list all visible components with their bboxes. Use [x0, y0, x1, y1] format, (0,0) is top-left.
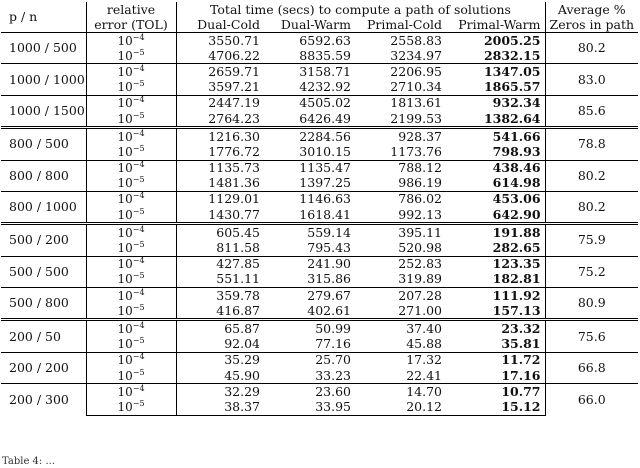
cell-time: 551.11: [176, 272, 264, 288]
table-row: [1, 320, 638, 337]
cell-average-zeros: 80.2: [545, 191, 638, 223]
cell-time: 1135.47: [264, 160, 355, 176]
cell-tolerance: $10^{-4}$: [86, 352, 176, 368]
cell-time: 22.41: [406, 367, 442, 383]
cell-time-best: 453.06: [446, 191, 545, 207]
cell-time: 1776.72: [176, 144, 264, 160]
cell-average-zeros: 80.9: [545, 288, 638, 320]
cell-time: 207.28: [355, 288, 446, 304]
cell-tolerance: $10^{-4}$: [86, 128, 176, 145]
cell-time: 416.87: [176, 303, 264, 320]
cell-time: 1618.41: [299, 206, 351, 222]
cell-tolerance: $10^{-4}$: [86, 224, 176, 241]
cell-p-n: 200 / 200: [1, 352, 86, 383]
cell-p-n: 200 / 300: [1, 384, 86, 415]
tolerance-exponent: −4: [132, 287, 145, 297]
cell-time-best: 614.98: [446, 176, 545, 192]
cell-time-best: 10.77: [446, 384, 545, 400]
cell-time: 1146.63: [264, 191, 355, 207]
cell-time: 605.45: [176, 224, 264, 241]
cell-time: 3597.21: [176, 80, 264, 96]
header-relative: relative: [106, 1, 156, 17]
cell-time: 1813.61: [355, 95, 446, 111]
cell-time: 65.87: [176, 320, 264, 337]
cell-time: 14.70: [355, 384, 446, 400]
table-row: [1, 256, 638, 272]
cell-time-best: 191.88: [446, 224, 545, 241]
cell-time: 427.85: [176, 256, 264, 272]
table-row: [1, 111, 638, 128]
cell-time: 37.40: [355, 320, 446, 337]
cell-time: 2659.71: [176, 64, 264, 80]
header-dual-warm: Dual-Warm: [264, 17, 355, 33]
cell-time: 50.99: [264, 320, 355, 337]
cell-time: 1135.73: [176, 160, 264, 176]
cell-time-best: 17.16: [446, 368, 545, 384]
tolerance-exponent: −5: [132, 143, 145, 153]
cell-time: 1216.30: [176, 128, 264, 145]
cell-time-best: 1382.64: [446, 111, 545, 128]
cell-time: 359.78: [176, 288, 264, 304]
cell-time: 45.90: [176, 368, 264, 384]
table-row: [1, 368, 638, 384]
cell-tolerance: $10^{-5}$: [86, 399, 176, 415]
cell-tolerance: $10^{-5}$: [117, 271, 145, 287]
tolerance-exponent: −4: [132, 352, 145, 362]
cell-time-best: 111.92: [446, 288, 545, 304]
table-row: [1, 303, 638, 320]
cell-time: 2284.56: [264, 128, 355, 145]
cell-tolerance: $10^{-5}$: [117, 110, 145, 126]
cell-average-zeros: 66.8: [545, 352, 638, 383]
cell-time-best: 282.65: [446, 240, 545, 256]
cell-time: 1430.77: [176, 207, 264, 224]
cell-average-zeros: 75.2: [545, 256, 638, 287]
cell-average-zeros: 66.0: [545, 384, 638, 415]
cell-tolerance: $10^{-5}$: [117, 79, 145, 95]
cell-time: 786.02: [355, 191, 446, 207]
cell-time-best: 2005.25: [446, 33, 545, 49]
cell-time: 1129.01: [176, 191, 264, 207]
cell-p-n: 1000 / 500: [1, 33, 86, 64]
tolerance-exponent: −5: [132, 336, 145, 346]
cell-time-best: 1865.57: [446, 80, 545, 96]
tolerance-exponent: −5: [132, 206, 145, 216]
cell-time: 559.14: [264, 224, 355, 241]
table-row: [1, 384, 638, 400]
cell-average-zeros: 85.6: [545, 95, 638, 127]
cell-time: 271.00: [398, 302, 442, 318]
tolerance-exponent: −4: [132, 383, 145, 393]
cell-time: 2558.83: [355, 33, 446, 49]
cell-time: 3010.15: [299, 143, 351, 159]
cell-time-best: 35.81: [446, 337, 545, 353]
cell-time: 35.29: [176, 352, 264, 368]
cell-tolerance: $10^{-5}$: [117, 240, 145, 256]
cell-time-best: 2832.15: [446, 48, 545, 64]
cell-time: 2206.95: [355, 64, 446, 80]
cell-time: 402.61: [307, 302, 351, 318]
table-row: [1, 240, 638, 256]
table-row: [1, 288, 638, 304]
cell-average-zeros: 78.8: [545, 128, 638, 160]
header-primal-cold: Primal-Cold: [355, 17, 446, 33]
tolerance-exponent: −4: [132, 224, 145, 234]
header-total-time: Total time (secs) to compute a path of solutions: [176, 2, 545, 17]
cell-time: 6426.49: [299, 110, 351, 126]
cell-time: 8835.59: [299, 47, 351, 63]
cell-time: 928.37: [355, 128, 446, 145]
cell-time-best: 541.66: [446, 128, 545, 145]
cell-time: 4505.02: [264, 95, 355, 111]
cell-average-zeros: 75.6: [545, 320, 638, 352]
cell-time: 32.29: [176, 384, 264, 400]
cell-time: 17.32: [355, 352, 446, 368]
cell-time-best: 157.13: [446, 303, 545, 320]
cell-p-n: 1000 / 1500: [1, 95, 86, 127]
tolerance-exponent: −4: [132, 95, 145, 105]
results-table: [1, 2, 638, 416]
tolerance-exponent: −5: [132, 271, 145, 281]
cell-p-n: 800 / 500: [1, 128, 86, 160]
cell-time: 3550.71: [176, 33, 264, 49]
cell-tolerance: $10^{-4}$: [86, 288, 176, 304]
header-error-tol: error (TOL): [86, 17, 176, 33]
cell-p-n: 500 / 200: [1, 224, 86, 256]
cell-time: 2764.23: [176, 111, 264, 128]
cell-time-best: 11.72: [446, 352, 545, 368]
cell-time: 241.90: [264, 256, 355, 272]
cell-time: 1173.76: [390, 143, 442, 159]
cell-time: 45.88: [406, 336, 442, 352]
tolerance-exponent: −5: [132, 240, 145, 250]
cell-tolerance: $10^{-5}$: [117, 175, 145, 191]
cell-time: 33.23: [315, 367, 351, 383]
table-row: [1, 128, 638, 145]
cell-time-best: 23.32: [446, 320, 545, 337]
tolerance-exponent: −5: [132, 110, 145, 120]
cell-tolerance: $10^{-4}$: [86, 384, 176, 400]
cell-tolerance: $10^{-5}$: [117, 302, 145, 318]
cell-time: 77.16: [315, 336, 351, 352]
cell-time: 1481.36: [176, 176, 264, 192]
cell-time: 992.13: [398, 206, 442, 222]
cell-time: 4706.22: [176, 48, 264, 64]
tolerance-exponent: −4: [132, 63, 145, 73]
cell-p-n: 200 / 50: [1, 320, 86, 352]
table-row: [1, 272, 638, 288]
cell-p-n: 500 / 500: [1, 256, 86, 287]
table-row: [1, 399, 638, 415]
tolerance-exponent: −5: [132, 302, 145, 312]
cell-time: 33.95: [264, 399, 355, 415]
cell-time-best: 182.81: [446, 272, 545, 288]
cell-time-best: 123.35: [446, 256, 545, 272]
cell-time: 520.98: [398, 240, 442, 256]
cell-tolerance: $10^{-4}$: [86, 256, 176, 272]
tolerance-exponent: −4: [132, 320, 145, 330]
cell-time: 4232.92: [299, 79, 351, 95]
tolerance-exponent: −4: [132, 32, 145, 42]
table-row: [1, 33, 638, 49]
cell-tolerance: $10^{-4}$: [86, 64, 176, 80]
table-row: [1, 64, 638, 80]
cell-tolerance: $10^{-4}$: [86, 33, 176, 49]
table-row: [1, 352, 638, 368]
cell-time: 319.89: [398, 271, 442, 287]
table-row: [1, 144, 638, 160]
cell-time: 23.60: [264, 384, 355, 400]
table-row: [1, 191, 638, 207]
cell-tolerance: $10^{-5}$: [117, 206, 145, 222]
cell-time-best: 15.12: [446, 399, 545, 415]
table-row: [1, 160, 638, 176]
cell-p-n: 800 / 800: [1, 160, 86, 191]
table-caption: Table 4: ...: [2, 456, 55, 467]
tolerance-exponent: −4: [132, 191, 145, 201]
cell-time: 2199.53: [390, 110, 442, 126]
cell-time: 2447.19: [176, 95, 264, 111]
tolerance-exponent: −5: [132, 79, 145, 89]
header-dual-cold: Dual-Cold: [176, 17, 264, 33]
header-zeros-in-path: Zeros in path: [545, 17, 638, 33]
cell-time-best: 1347.05: [446, 64, 545, 80]
tolerance-exponent: −5: [132, 398, 145, 408]
cell-time: 3234.97: [390, 47, 442, 63]
cell-time: 2710.34: [390, 79, 442, 95]
cell-time: 811.58: [176, 240, 264, 256]
cell-time-best: 642.90: [446, 207, 545, 224]
cell-time: 3158.71: [264, 64, 355, 80]
table-row: [1, 207, 638, 224]
tolerance-exponent: −5: [132, 367, 145, 377]
table-row: [1, 80, 638, 96]
cell-time-best: 798.93: [446, 144, 545, 160]
cell-average-zeros: 80.2: [545, 160, 638, 191]
tolerance-exponent: −5: [132, 47, 145, 57]
table-row: [1, 176, 638, 192]
cell-time: 315.86: [307, 271, 351, 287]
header-primal-warm: Primal-Warm: [446, 17, 545, 33]
table-row: [1, 224, 638, 241]
cell-p-n: 800 / 1000: [1, 191, 86, 223]
cell-time: 6592.63: [264, 33, 355, 49]
table-row: [1, 95, 638, 111]
cell-time: 20.12: [355, 399, 446, 415]
cell-average-zeros: 75.9: [545, 224, 638, 256]
tolerance-exponent: −4: [132, 160, 145, 170]
header-p-n: p / n: [1, 2, 86, 33]
cell-average-zeros: 83.0: [545, 64, 638, 95]
cell-time: 279.67: [264, 288, 355, 304]
cell-tolerance: $10^{-4}$: [86, 320, 176, 337]
cell-time: 252.83: [355, 256, 446, 272]
cell-time: 986.19: [398, 175, 442, 191]
cell-time-best: 438.46: [446, 160, 545, 176]
tolerance-exponent: −4: [132, 128, 145, 138]
header-average: Average %: [557, 1, 626, 17]
cell-time: 92.04: [176, 337, 264, 353]
cell-time-best: 932.34: [446, 95, 545, 111]
cell-p-n: 1000 / 1000: [1, 64, 86, 95]
tolerance-exponent: −5: [132, 175, 145, 185]
cell-tolerance: $10^{-5}$: [117, 143, 145, 159]
cell-time: 25.70: [264, 352, 355, 368]
cell-tolerance: $10^{-5}$: [117, 367, 145, 383]
cell-p-n: 500 / 800: [1, 288, 86, 320]
cell-time: 788.12: [355, 160, 446, 176]
cell-time: 395.11: [355, 224, 446, 241]
cell-time: 1397.25: [299, 175, 351, 191]
tolerance-exponent: −4: [132, 256, 145, 266]
cell-tolerance: $10^{-5}$: [117, 336, 145, 352]
table-row: [1, 337, 638, 353]
cell-time: 38.37: [176, 399, 264, 415]
cell-tolerance: $10^{-4}$: [86, 191, 176, 207]
table-row: [1, 48, 638, 64]
cell-time: 795.43: [307, 240, 351, 256]
cell-tolerance: $10^{-4}$: [86, 95, 176, 111]
cell-tolerance: $10^{-5}$: [117, 47, 145, 63]
cell-average-zeros: 80.2: [545, 33, 638, 64]
cell-tolerance: $10^{-4}$: [86, 160, 176, 176]
